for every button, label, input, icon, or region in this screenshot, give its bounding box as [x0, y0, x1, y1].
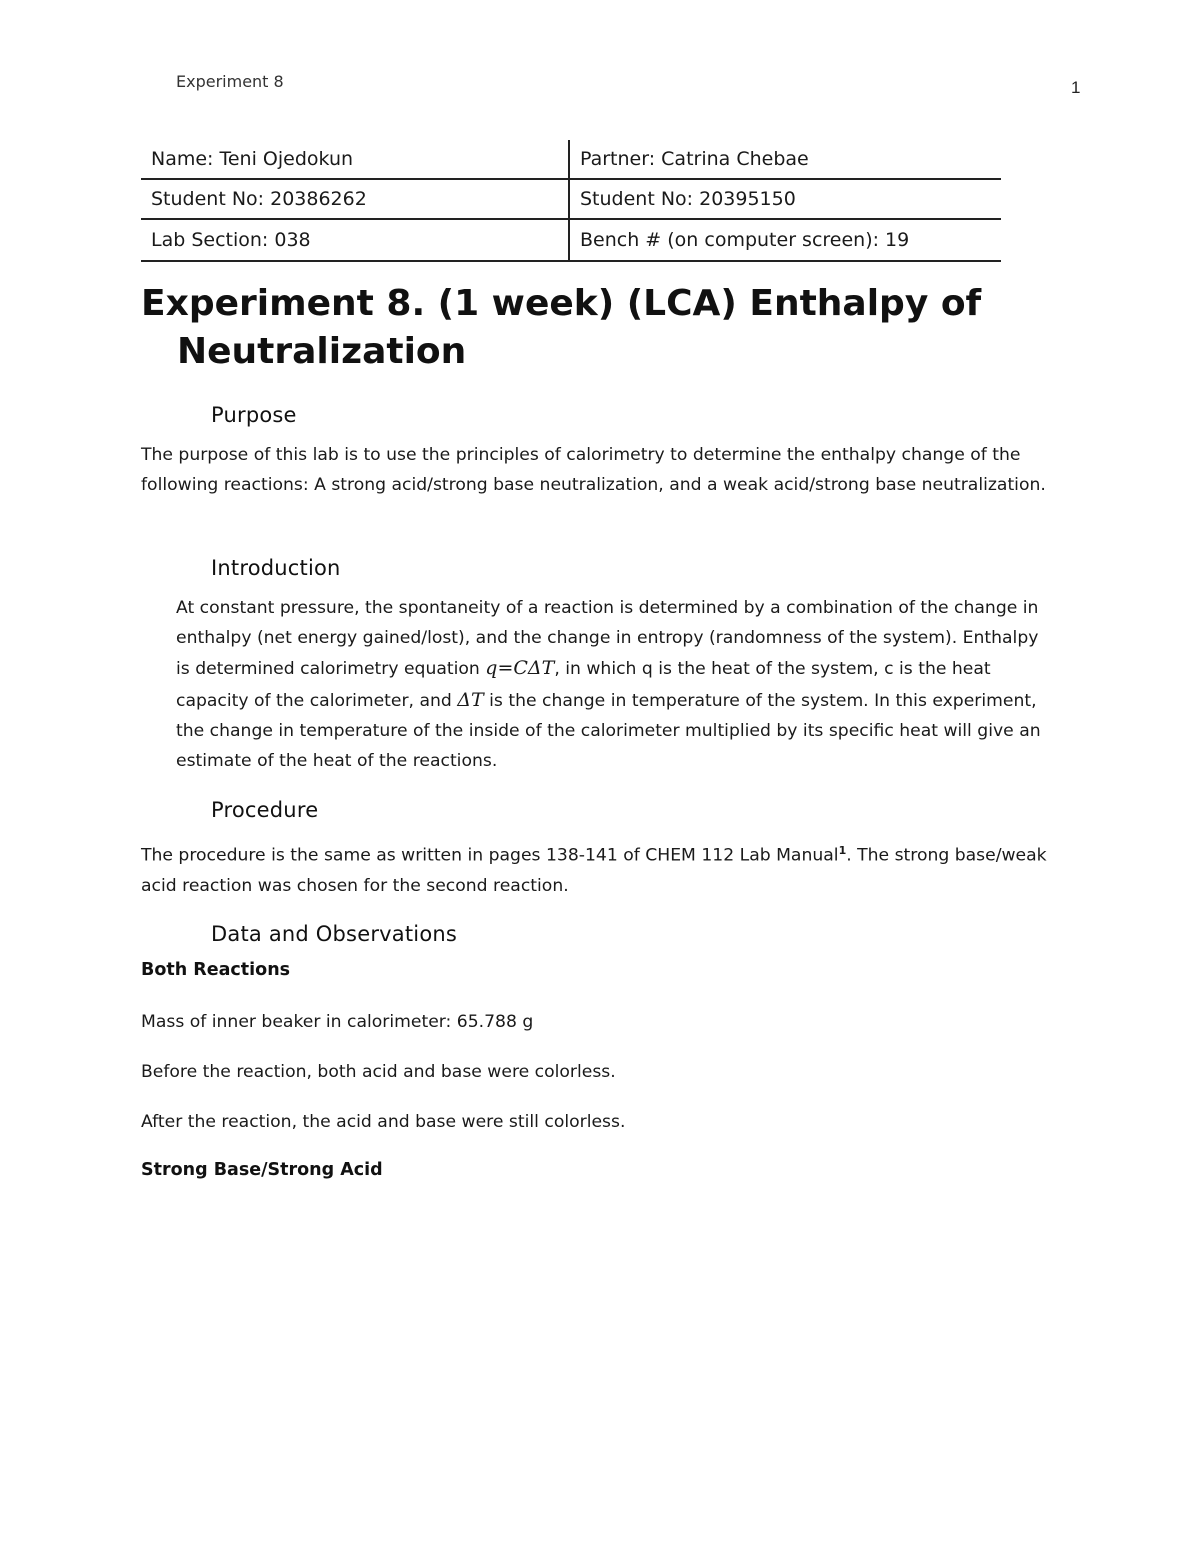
page-number: 1	[1071, 78, 1081, 97]
table-row	[141, 179, 1001, 219]
student-info-table	[141, 140, 1001, 262]
delta-t-symbol: ΔT	[457, 688, 484, 711]
running-head: Experiment 8	[176, 72, 284, 91]
purpose-paragraph: The purpose of this lab is to use the principles of calorimetry to determine the enthalpy change of the following reactions: A strong acid/strong base neutralization, and a weak acid/strong base neutralization.	[141, 445, 1046, 496]
title-line-2: Neutralization	[177, 331, 467, 372]
document-title	[141, 280, 1041, 376]
footnote-reference[interactable]: 1	[838, 844, 847, 857]
partner-number-cell: Student No: 20395150	[569, 179, 1001, 219]
calorimetry-equation: q=CΔT	[485, 657, 555, 680]
title-line-1: Experiment 8. (1 week) (LCA) Enthalpy of	[141, 283, 982, 324]
data-observations-heading: Data and Observations	[211, 922, 458, 946]
beaker-mass-line: Mass of inner beaker in calorimeter: 65.788 g	[141, 1012, 534, 1032]
student-number-cell: Student No: 20386262	[141, 179, 569, 219]
procedure-text-1: The procedure is the same as written in pages 138-141 of CHEM 112 Lab Manual	[141, 845, 839, 866]
introduction-paragraph	[176, 593, 1056, 776]
intro-text-1: At constant pressure, the spontaneity of a reaction is determined by a combination of the change in enthalpy (net energy gained/lost), and the change in entropy (randomness of the system). Enthalpy is determined calorimetry equation	[176, 598, 1039, 680]
student-name-cell: Name: Teni Ojedokun	[141, 140, 569, 179]
strong-base-strong-acid-label: Strong Base/Strong Acid	[141, 1160, 383, 1180]
bench-number-cell: Bench # (on computer screen): 19	[569, 219, 1001, 261]
before-reaction-line: Before the reaction, both acid and base were colorless.	[141, 1062, 616, 1082]
intro-text-3: is the change in temperature of the system. In this experiment, the change in temperature of the inside of the calorimeter multiplied by its specific heat will give an estimate of the heat of the reactions.	[176, 690, 1041, 772]
lab-section-cell: Lab Section: 038	[141, 219, 569, 261]
table-row	[141, 219, 1001, 261]
procedure-paragraph	[141, 836, 1066, 901]
both-reactions-label: Both Reactions	[141, 960, 291, 980]
procedure-heading: Procedure	[211, 798, 319, 822]
purpose-heading: Purpose	[211, 403, 297, 427]
procedure-text-2: . The strong base/weak acid reaction was chosen for the second reaction.	[141, 845, 1047, 896]
intro-text-2: , in which q is the heat of the system, c is the heat capacity of the calorimeter, and	[176, 659, 991, 711]
after-reaction-line: After the reaction, the acid and base were still colorless.	[141, 1112, 626, 1132]
table-row	[141, 140, 1001, 179]
partner-name-cell: Partner: Catrina Chebae	[569, 140, 1001, 179]
introduction-heading: Introduction	[211, 556, 341, 580]
